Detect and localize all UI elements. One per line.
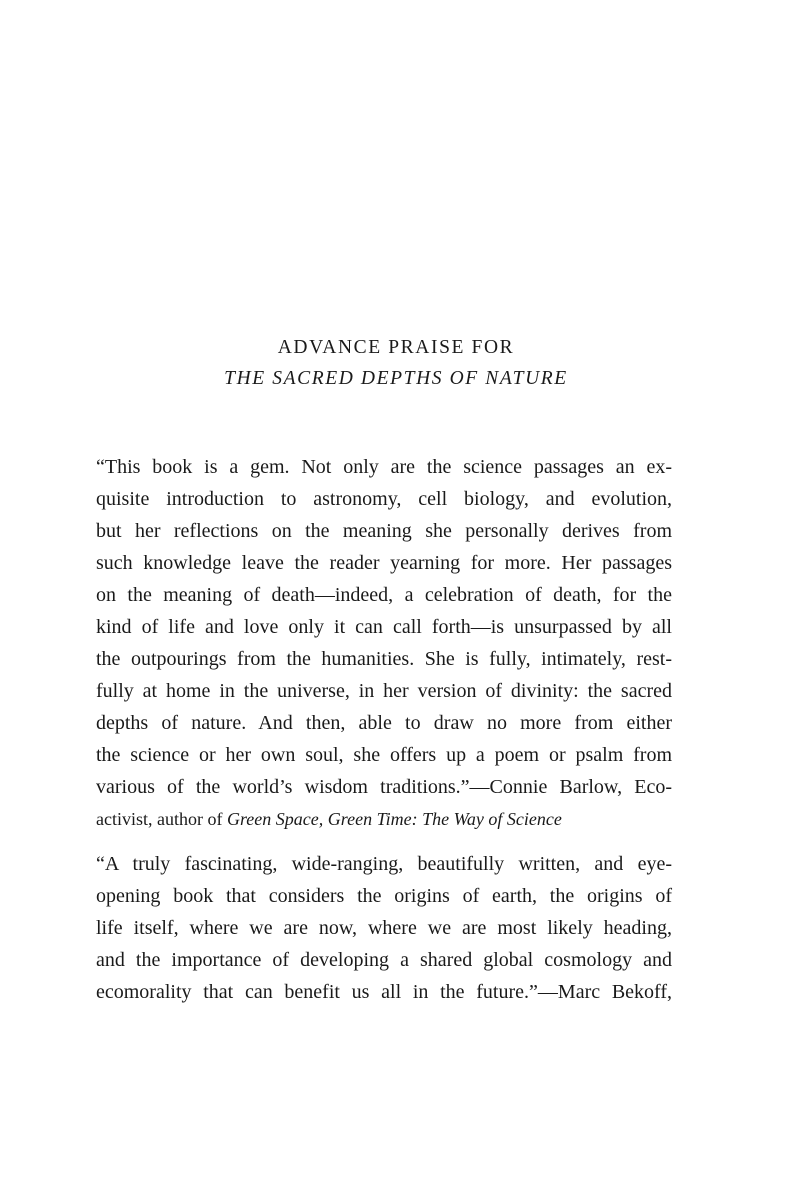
- praise-quote-bekoff: [96, 848, 672, 1008]
- heading-line-2-book-title: THE SACRED DEPTHS OF NATURE: [224, 368, 568, 389]
- heading-line-1: ADVANCE PRAISE FOR: [277, 337, 515, 358]
- text-line: fully at home in the universe, in her version of divinity: the sacred: [96, 680, 672, 702]
- text-line: opening book that considers the origins of earth, the origins of: [96, 885, 672, 907]
- text-line: ecomorality that can benefit us all in the future.”—Marc Bekoff,: [96, 981, 672, 1003]
- text-line: various of the world’s wisdom traditions.”—Connie Barlow, Eco-: [96, 776, 672, 798]
- attribution-prefix: activist, author of: [96, 809, 227, 829]
- section-heading: [0, 332, 792, 394]
- praise-quote-barlow: [96, 451, 672, 835]
- text-line: the outpourings from the humanities. She is fully, intimately, rest-: [96, 648, 672, 670]
- text-line: on the meaning of death—indeed, a celebration of death, for the: [96, 584, 672, 606]
- attribution-book-title: Green Space, Green Time: The Way of Science: [226, 809, 562, 829]
- text-line: and the importance of developing a shared global cosmology and: [96, 949, 672, 971]
- text-line: kind of life and love only it can call forth—is unsurpassed by all: [96, 616, 672, 638]
- text-line: life itself, where we are now, where we are most likely heading,: [96, 917, 672, 939]
- attribution: [96, 803, 672, 835]
- text-line: depths of nature. And then, able to draw no more from either: [96, 712, 672, 734]
- text-line: such knowledge leave the reader yearning for more. Her passages: [96, 552, 672, 574]
- text-line: quisite introduction to astronomy, cell biology, and evolution,: [96, 488, 672, 510]
- text-line: “This book is a gem. Not only are the science passages an ex-: [96, 456, 672, 478]
- text-line: but her reflections on the meaning she personally derives from: [96, 520, 672, 542]
- text-line: the science or her own soul, she offers up a poem or psalm from: [96, 744, 672, 766]
- text-line: “A truly fascinating, wide-ranging, beautifully written, and eye-: [96, 853, 672, 875]
